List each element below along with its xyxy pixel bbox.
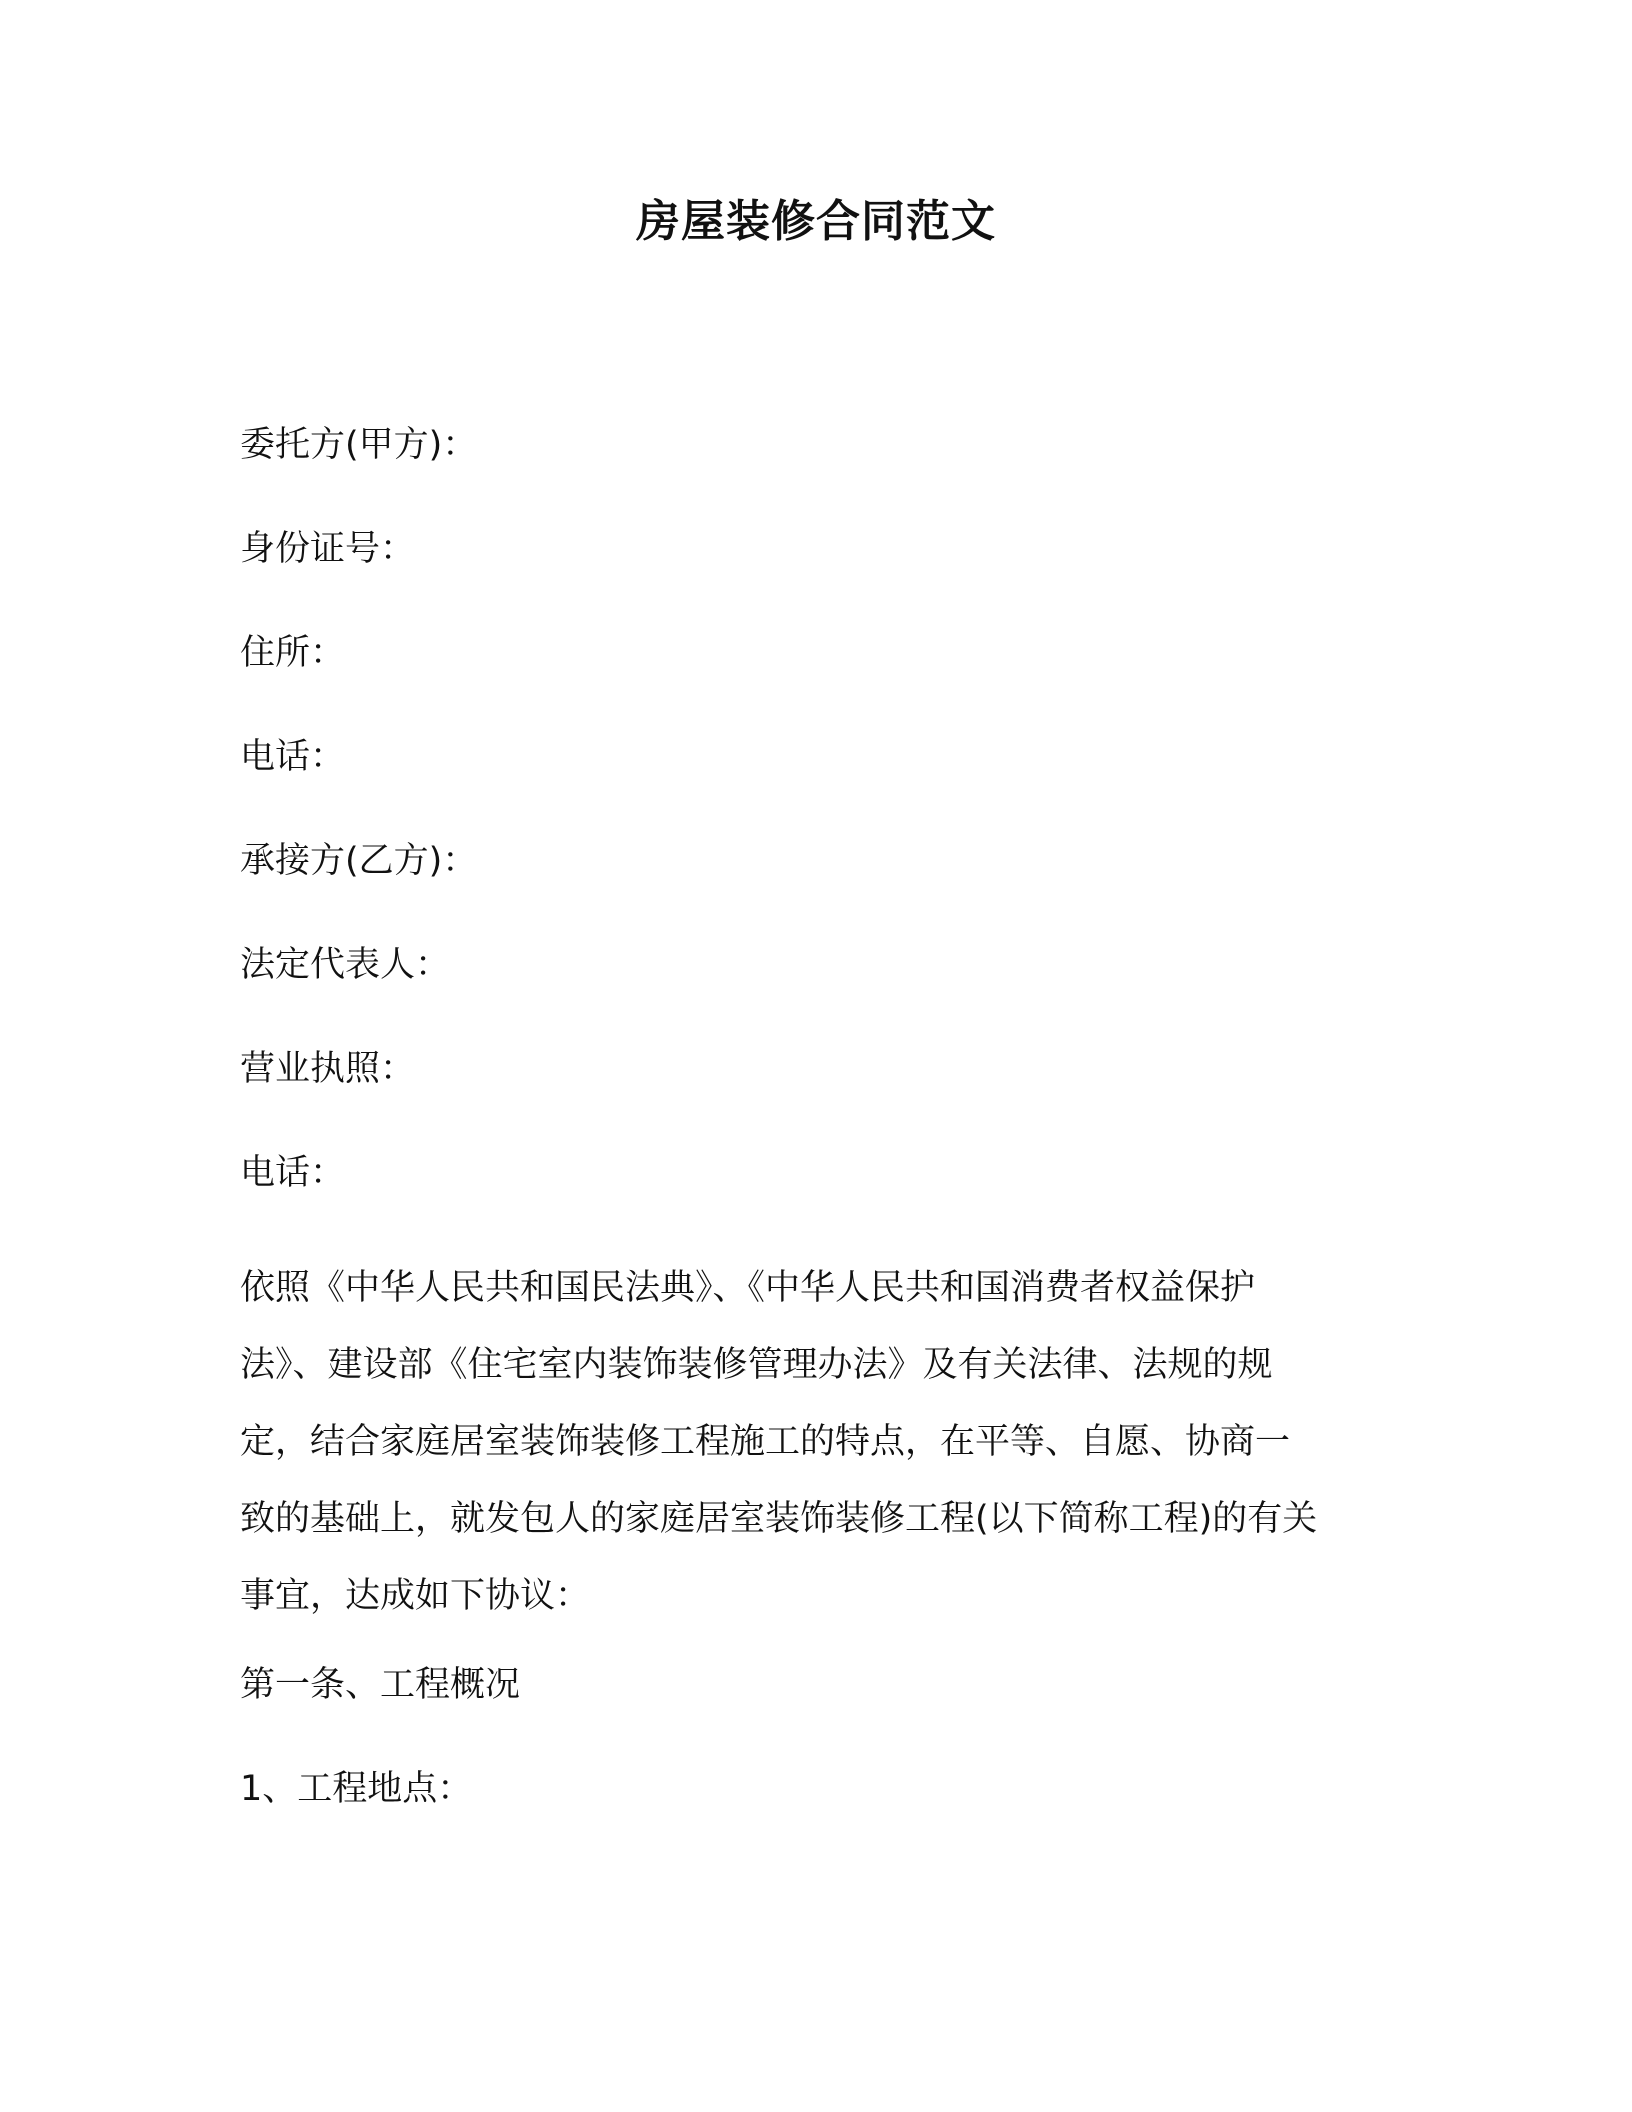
intro-paragraph bbox=[240, 1250, 1400, 1635]
legal-representative-field: 法定代表人： bbox=[240, 945, 451, 985]
intro-line: 致的基础上，就发包人的家庭居室装饰装修工程(以下简称工程)的有关 bbox=[240, 1499, 1318, 1539]
party-b-name-field: 承接方(乙方)： bbox=[240, 841, 478, 881]
intro-line: 事宜，达成如下协议： bbox=[240, 1576, 591, 1616]
project-location-item: 1、工程地点： bbox=[240, 1769, 473, 1809]
document-title: 房屋装修合同范文 bbox=[636, 196, 996, 247]
party-b-phone-field: 电话： bbox=[240, 1153, 346, 1193]
intro-line: 定，结合家庭居室装饰装修工程施工的特点，在平等、自愿、协商一 bbox=[240, 1422, 1291, 1462]
id-number-field: 身份证号： bbox=[240, 529, 416, 569]
section-1-heading: 第一条、工程概况 bbox=[240, 1665, 521, 1705]
party-a-phone-field: 电话： bbox=[240, 737, 346, 777]
intro-line: 依照《中华人民共和国民法典》、《中华人民共和国消费者权益保护 bbox=[240, 1268, 1256, 1308]
intro-line: 法》、建设部《住宅室内装饰装修管理办法》及有关法律、法规的规 bbox=[240, 1345, 1273, 1385]
address-field: 住所： bbox=[240, 633, 346, 673]
business-license-field: 营业执照： bbox=[240, 1049, 416, 1089]
party-a-name-field: 委托方(甲方)： bbox=[240, 425, 478, 465]
